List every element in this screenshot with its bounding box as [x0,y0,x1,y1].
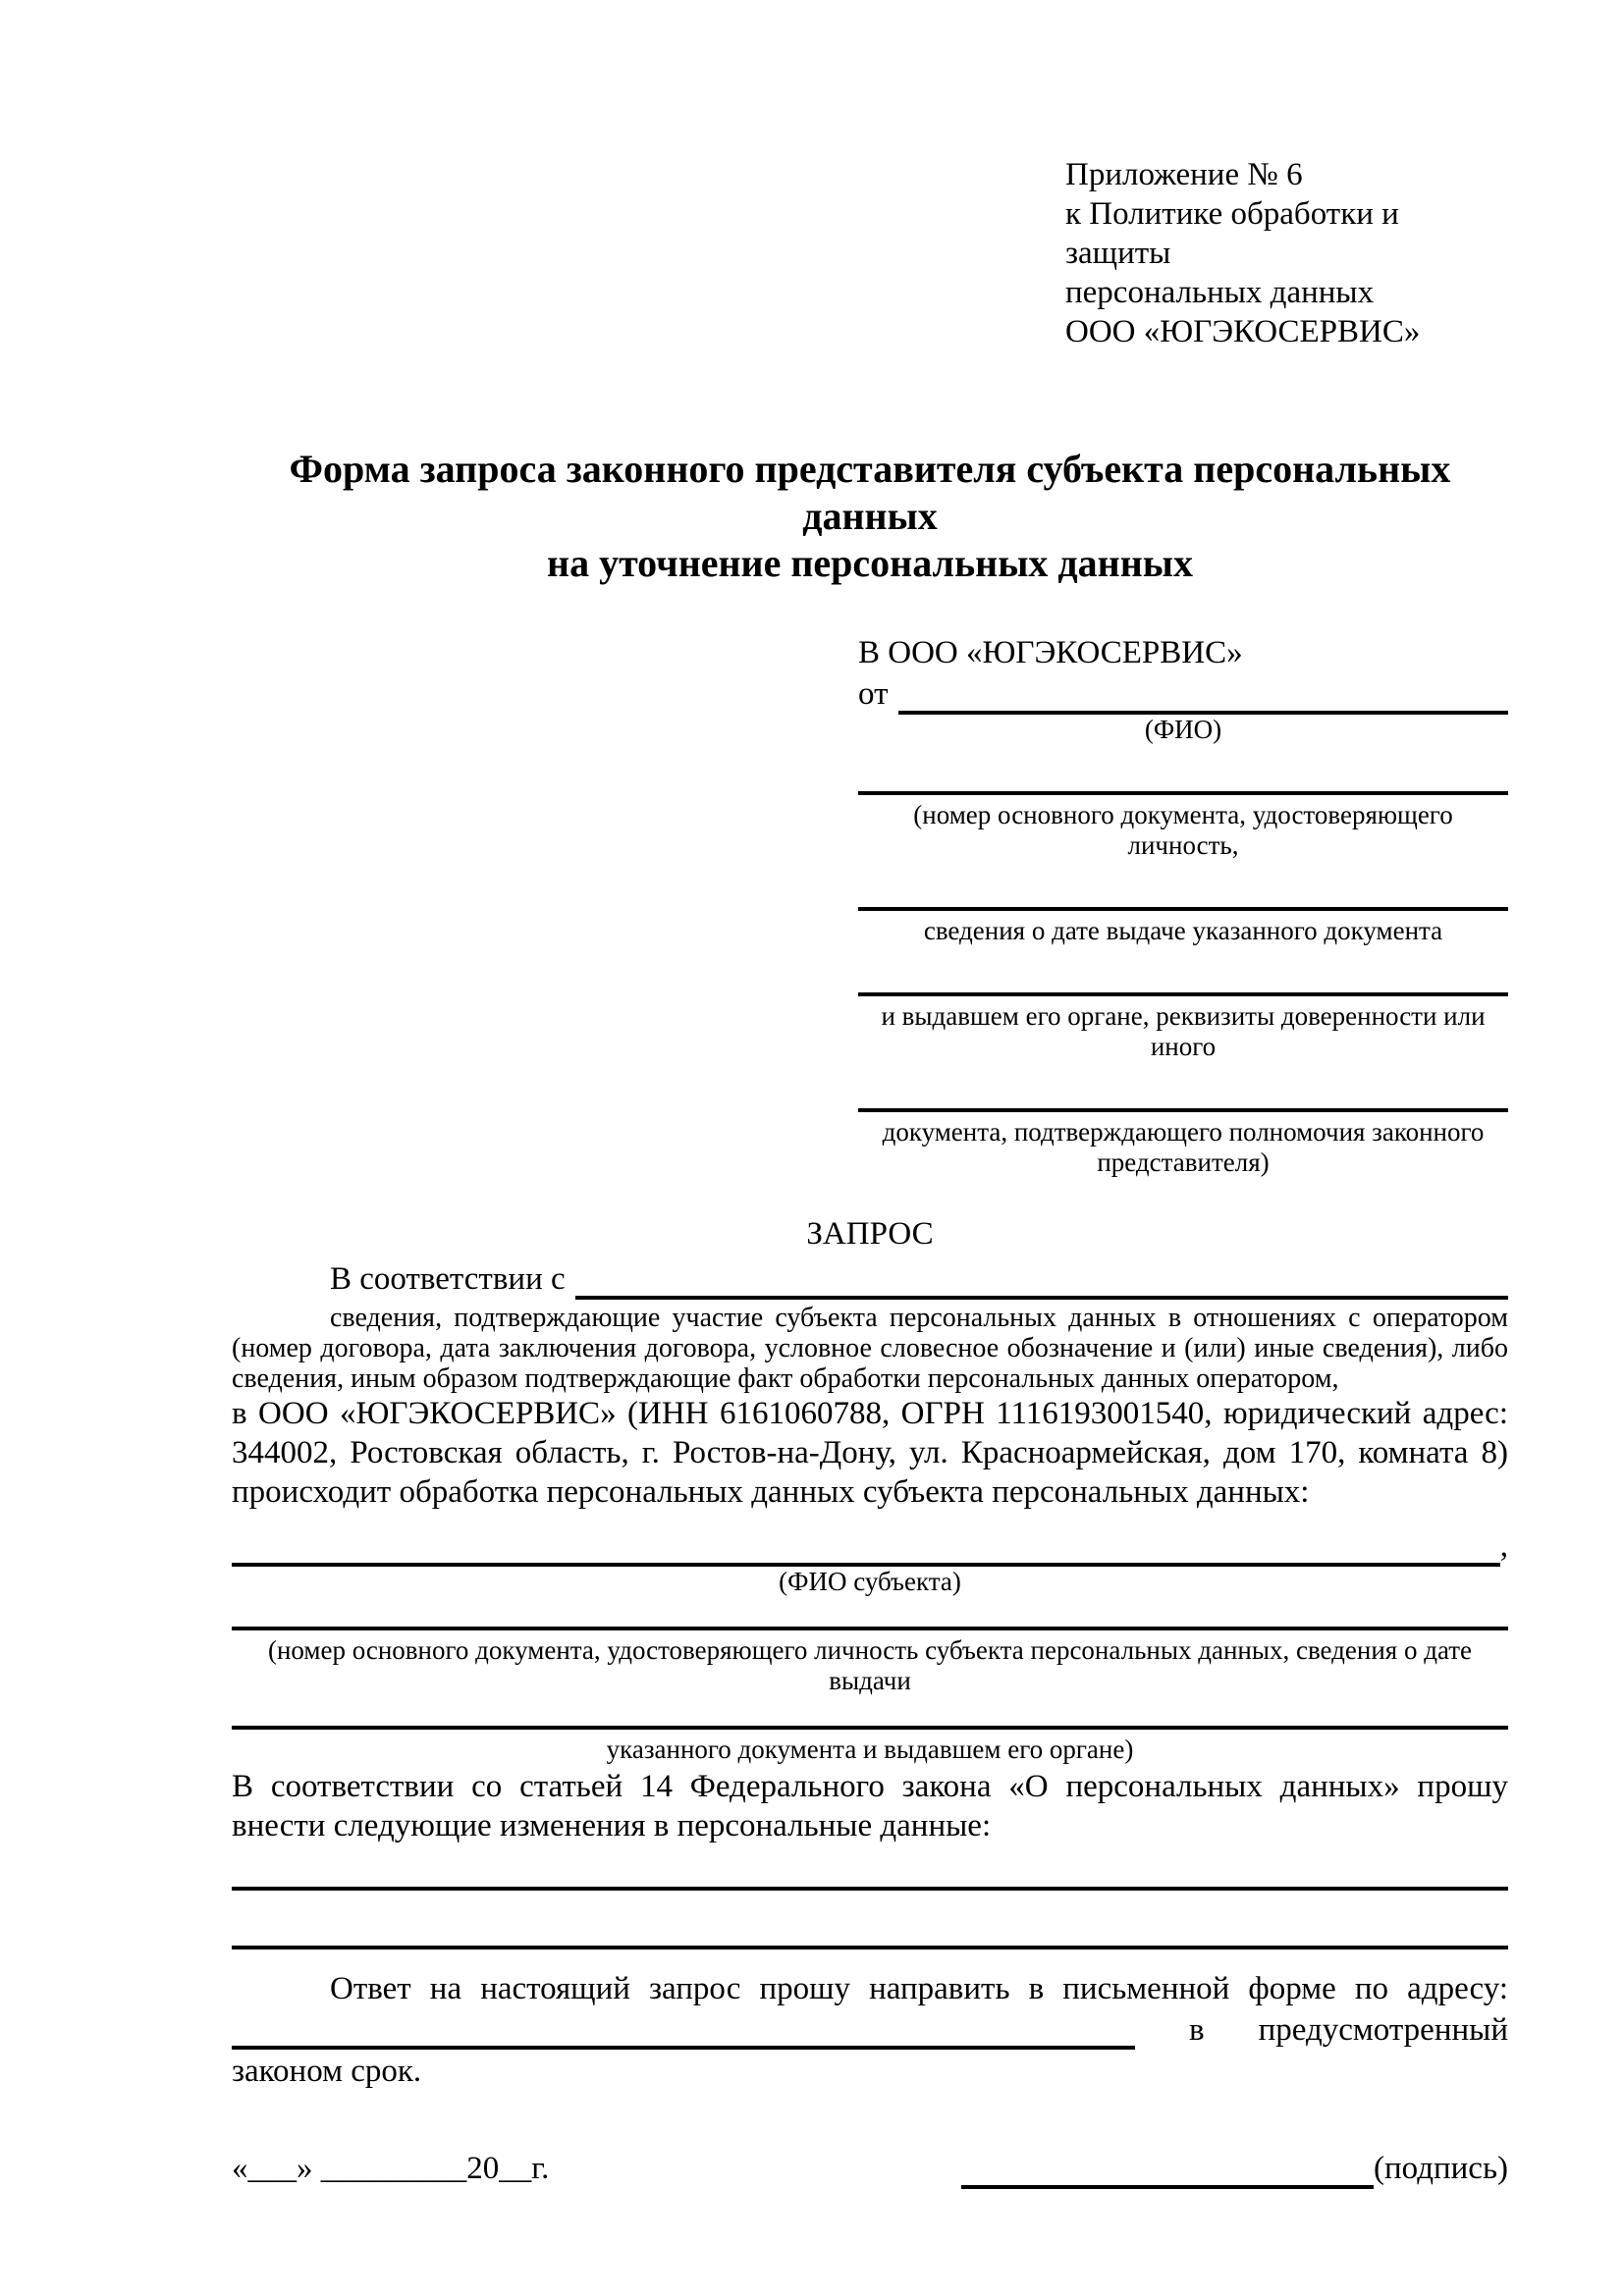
accordance-row [232,1258,1508,1300]
doc-info-group-2 [858,907,1508,946]
request-heading: ЗАПРОС [806,1216,934,1252]
operator-paragraph [232,1394,1508,1512]
doc-info-line-4 [858,1108,1508,1112]
from-row [858,673,1508,715]
signature-caption: (подпись) [1374,2151,1508,2186]
accordance-note: сведения, подтверждающие участие субъекта персональных данных в отношениях с оператором (номер договора, дата заключения договора, условное словесное обозначение и (или) иные сведения), либо сведения, иным образом подтверждающие факт обработки персональных данных оператором, [232,1303,1508,1394]
doc-info-caption-4: документа, подтверждающего полномочия законного представителя) [882,1117,1485,1177]
doc-info-caption-1: (номер основного документа, удостоверяющего личность, [913,800,1453,860]
appendix-line-4: ООО «ЮГЭКОСЕРВИС» [1065,314,1421,349]
answer-address-row [232,2010,1508,2050]
document-title [232,446,1508,587]
doc-info-group-4 [858,1108,1508,1178]
appendix-block [1065,155,1508,351]
answer-word-tail: предусмотренный [1258,2012,1508,2048]
operator-line-2: 344002, Ростовская область, г. Ростов-на-Дону, ул. Красноармейская, дом 170, комната 8) [232,1435,1508,1470]
footer-row [232,2148,1508,2189]
law-line-2: внести следующие изменения в персональные данные: [232,1808,992,1843]
fio-caption: (ФИО) [1144,715,1222,744]
changes-blank-line-1 [232,1887,1508,1891]
doc-info-line-1 [858,791,1508,795]
answer-end: законом срок. [232,2054,422,2089]
subject-fio-line [232,1529,1500,1567]
subject-doc-caption-1: (номер основного документа, удостоверяющего личность субъекта персональных данных, сведения о дате выдачи [267,1635,1473,1695]
subject-fio-row [232,1525,1508,1567]
changes-blank-line-2 [232,1946,1508,1949]
subject-doc-caption-2: указанного документа и выдавшем его органе) [606,1735,1134,1764]
answer-lead: Ответ на настоящий запрос прошу направить в письменной форме по адресу: [330,1971,1508,2006]
subject-fio-caption: (ФИО субъекта) [779,1567,961,1596]
appendix-line-2: к Политике обработки и защиты [1065,196,1399,271]
subject-doc-group-2 [232,1726,1508,1765]
from-label: от [858,676,889,712]
doc-info-group-1 [858,791,1508,861]
from-fill-line [898,677,1509,715]
operator-line-3: происходит обработка персональных данных субъекта персональных данных: [232,1474,1310,1510]
document-title-line-1: Форма запроса законного представителя субъекта персональных данных [289,447,1451,538]
law-line-1: В соответствии со статьей 14 Федерального закона «О персональных данных» прошу [232,1769,1508,1804]
addressee-block [858,632,1508,1178]
date-blank: «___» _________20__г. [232,2151,550,2186]
subject-doc-group-1 [232,1627,1508,1696]
doc-info-group-3 [858,992,1508,1062]
appendix-line-3: персональных данных [1065,275,1375,310]
document-title-line-2: на уточнение персональных данных [547,541,1193,585]
subject-doc-line-2 [232,1726,1508,1730]
accordance-lead: В соответствии с [330,1261,566,1297]
accordance-fill-line [575,1262,1508,1300]
law-paragraph [232,1767,1508,1845]
doc-info-line-2 [858,907,1508,911]
doc-info-caption-3: и выдавшем его органе, реквизиты доверенности или иного [881,1001,1486,1061]
answer-word-in: в [1189,2012,1205,2048]
trailing-comma: , [1499,1528,1508,1564]
operator-line-1: в ООО «ЮГЭКОСЕРВИС» (ИНН 6161060788, ОГРН 1116193001540, юридический адрес: [232,1396,1508,1431]
subject-doc-line-1 [232,1627,1508,1630]
addressee-organization: В ООО «ЮГЭКОСЕРВИС» [858,635,1243,670]
signature-line [961,2152,1374,2189]
doc-info-caption-2: сведения о дате выдаче указанного документа [923,916,1443,945]
answer-address-line [232,2014,1135,2050]
appendix-line-1: Приложение № 6 [1065,157,1303,192]
doc-info-line-3 [858,992,1508,996]
signature-group [961,2148,1508,2189]
